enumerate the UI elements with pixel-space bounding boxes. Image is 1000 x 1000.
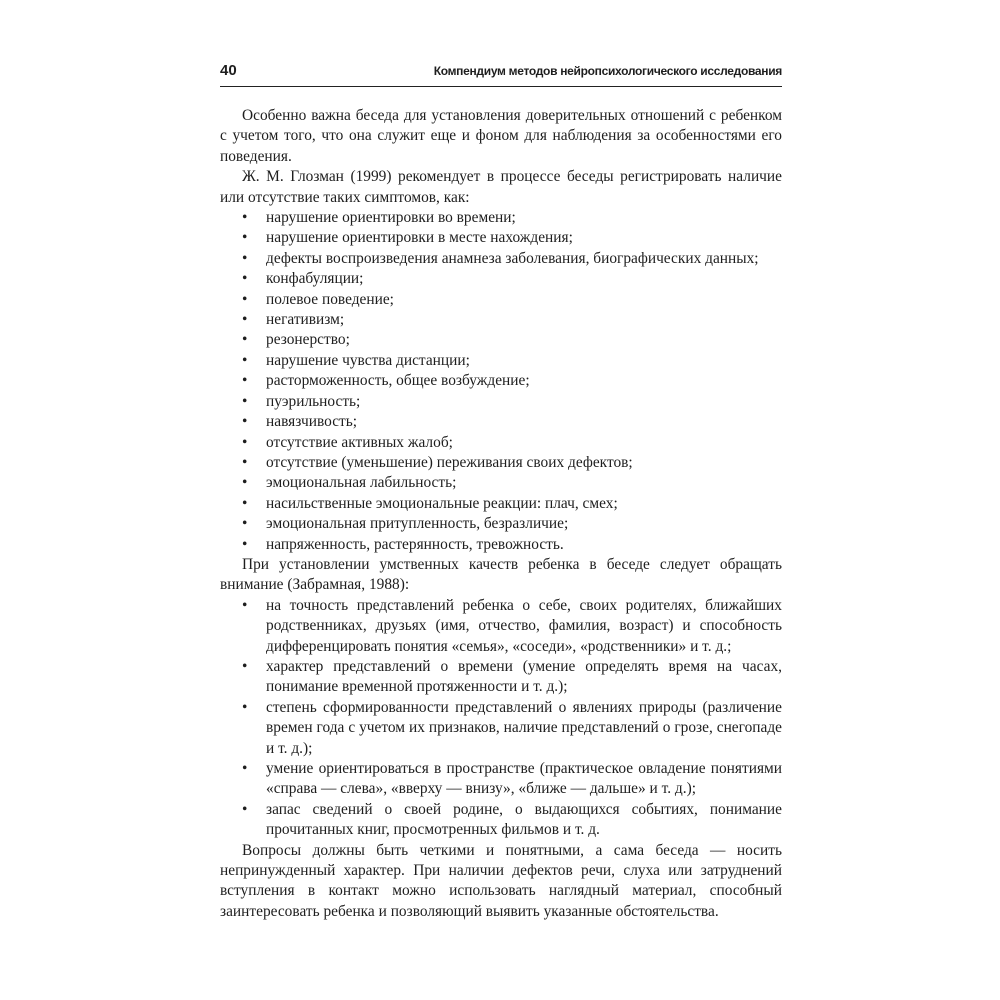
list-item-text: напряженность, растерянность, тревожность.: [266, 535, 564, 553]
bullet-icon: •: [242, 657, 248, 675]
list-item: [220, 330, 782, 350]
list-item-text: насильственные эмоциональные реакции: плач, смех;: [266, 494, 618, 512]
header-rule: [220, 86, 782, 87]
bullet-icon: •: [242, 453, 248, 471]
book-page: [220, 58, 782, 922]
list-item: [220, 433, 782, 453]
list-item-text: отсутствие (уменьшение) переживания своих дефектов;: [266, 453, 633, 471]
bullet-icon: •: [242, 209, 248, 227]
bullet-icon: •: [242, 249, 248, 267]
bullet-icon: •: [242, 229, 248, 247]
list-item-text: расторможенность, общее возбуждение;: [266, 372, 530, 390]
bullet-icon: •: [242, 760, 248, 777]
list-item-text: эмоциональная притупленность, безразличие;: [266, 515, 569, 533]
bullet-icon: •: [242, 290, 248, 308]
list-item: [220, 698, 782, 759]
symptom-list: [220, 208, 782, 555]
bullet-icon: •: [242, 413, 248, 431]
list-item: [220, 228, 782, 248]
list-item: [220, 800, 782, 841]
bullet-icon: •: [242, 800, 248, 818]
list-item-text: умение ориентироваться в пространстве (практическое овладение понятиями «справа — слева», «вверху — внизу», «ближе — дальше» и т. д.);: [266, 760, 782, 798]
list-item-text: отсутствие активных жалоб;: [266, 433, 453, 451]
bullet-icon: •: [242, 535, 248, 553]
bullet-icon: •: [242, 698, 248, 716]
list-item: [220, 290, 782, 310]
list-item: [220, 535, 782, 555]
list-item-text: негативизм;: [266, 311, 345, 329]
list-item: [220, 759, 782, 800]
list-item-text: эмоциональная лабильность;: [266, 474, 457, 492]
page-number: 40: [220, 62, 237, 79]
bullet-icon: •: [242, 372, 248, 390]
list-item: [220, 494, 782, 514]
list-item-text: характер представлений о времени (умение определять время на часах, понимание временной протяженности и т. д.);: [266, 657, 782, 696]
bullet-icon: •: [242, 392, 248, 410]
attention-list: [220, 596, 782, 841]
list-item-text: запас сведений о своей родине, о выдающихся событиях, понимание прочитанных книг, просмотренных фильмов и т. д.: [266, 800, 782, 839]
list-item-text: дефекты воспроизведения анамнеза заболевания, биографических данных;: [266, 249, 759, 267]
list-item: [220, 392, 782, 412]
list-item: [220, 412, 782, 432]
list-item-text: степень сформированности представлений о явлениях природы (различение времен года с учетом их признаков, наличие представлений о грозе, снегопаде и т. д.);: [266, 698, 782, 757]
list-item: [220, 310, 782, 330]
list-item-text: нарушение чувства дистанции;: [266, 351, 470, 369]
list-item: [220, 371, 782, 391]
list-item-text: конфабуляции;: [266, 270, 364, 288]
bullet-icon: •: [242, 596, 248, 614]
list-item-text: нарушение ориентировки в месте нахождения;: [266, 229, 573, 247]
list-item: [220, 514, 782, 534]
list-item-text: навязчивость;: [266, 413, 358, 431]
list-item-text: резонерство;: [266, 331, 350, 349]
list-item: [220, 453, 782, 473]
list-item: [220, 473, 782, 493]
paragraph-conclusion: Вопросы должны быть четкими и понятными, а сама беседа — носить непринужденный характер. При наличии дефектов речи, слуха или затруднений вступления в контакт можно использовать наглядный материал, способный заинтересовать ребенка и позволяющий выявить указанные обстоятельства.: [220, 841, 782, 920]
list-item: [220, 657, 782, 698]
bullet-icon: •: [242, 270, 248, 288]
list-item: [220, 351, 782, 371]
bullet-icon: •: [242, 494, 248, 512]
paragraph-intro: Особенно важна беседа для установления доверительных отношений с ребенком с учетом того, что она служит еще и фоном для наблюдения за особенностями его поведения.: [220, 107, 782, 165]
bullet-icon: •: [242, 331, 248, 349]
paragraph-glozman: Ж. М. Глозман (1999) рекомендует в процессе беседы регистрировать наличие или отсутствие таких симптомов, как:: [220, 168, 782, 206]
bullet-icon: •: [242, 515, 248, 533]
paragraph-mental-qualities: При установлении умственных качеств ребенка в беседе следует обращать внимание (Забрамная, 1988):: [220, 555, 782, 594]
running-title: Компендиум методов нейропсихологического исследования: [433, 64, 782, 78]
list-item-text: пуэрильность;: [266, 392, 361, 410]
bullet-icon: •: [242, 351, 248, 369]
page-header: [220, 58, 782, 88]
list-item: [220, 596, 782, 657]
bullet-icon: •: [242, 474, 248, 492]
bullet-icon: •: [242, 433, 248, 451]
list-item: [220, 249, 782, 269]
list-item: [220, 269, 782, 289]
list-item-text: нарушение ориентировки во времени;: [266, 209, 516, 227]
list-item-text: на точность представлений ребенка о себе, своих родителях, ближайших родственниках, друзьях (имя, отчество, фамилия, возраст) и способность дифференцировать понятия «семья», «соседи», «родственники» и т. д.;: [266, 596, 782, 655]
list-item: [220, 208, 782, 228]
bullet-icon: •: [242, 311, 248, 329]
page-body: [220, 106, 782, 922]
list-item-text: полевое поведение;: [266, 290, 394, 308]
